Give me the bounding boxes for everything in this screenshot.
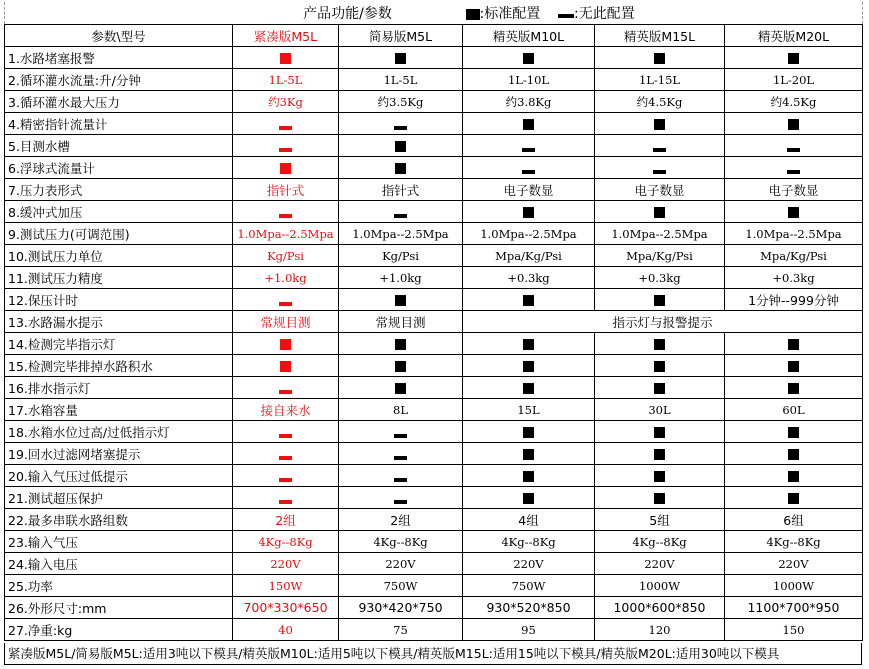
- standard-square-icon: [233, 355, 339, 377]
- standard-square-icon: [339, 157, 463, 179]
- table-cell: 约3.5Kg: [339, 91, 463, 113]
- table-row: [5, 69, 863, 91]
- standard-square-icon: [466, 9, 480, 20]
- table-cell: 220V: [339, 553, 463, 575]
- none-mark: [279, 302, 292, 306]
- row-label: 8.缓冲式加压: [5, 201, 233, 223]
- standard-mark: [788, 339, 799, 350]
- row-label: 4.精密指针流量计: [5, 113, 233, 135]
- table-cell: 120: [595, 619, 725, 641]
- table-row: [5, 157, 863, 179]
- footer-note: [4, 643, 862, 665]
- none-dash-icon: [233, 201, 339, 223]
- table-cell: 1.0Mpa--2.5Mpa: [725, 223, 863, 245]
- standard-mark: [788, 53, 799, 64]
- standard-square-icon: [725, 443, 863, 465]
- standard-square-icon: [339, 377, 463, 399]
- table-row: [5, 531, 863, 553]
- standard-square-icon: [463, 47, 595, 69]
- standard-square-icon: [725, 113, 863, 135]
- row-label: 15.检测完毕排掉水路积水: [5, 355, 233, 377]
- standard-mark: [788, 493, 799, 504]
- table-cell: 930*520*850: [463, 597, 595, 619]
- row-label: 11.测试压力精度: [5, 267, 233, 289]
- table-row: [5, 91, 863, 113]
- none-dash-icon: [339, 201, 463, 223]
- header-model: 精英版M10L: [463, 25, 595, 47]
- row-label: 16.排水指示灯: [5, 377, 233, 399]
- standard-square-icon: [463, 113, 595, 135]
- standard-mark: [654, 295, 665, 306]
- row-label: 13.水路漏水提示: [5, 311, 233, 333]
- table-cell: 2组: [339, 509, 463, 531]
- standard-mark: [523, 295, 534, 306]
- standard-mark: [788, 207, 799, 218]
- none-mark: [394, 500, 407, 504]
- standard-mark: [788, 427, 799, 438]
- standard-square-icon: [595, 113, 725, 135]
- none-dash-icon: [339, 443, 463, 465]
- table-cell: 约3Kg: [233, 91, 339, 113]
- standard-square-icon: [463, 487, 595, 509]
- header-label: 参数\型号: [5, 25, 233, 47]
- table-cell: 60L: [725, 399, 863, 421]
- table-row: [5, 333, 863, 355]
- none-mark: [653, 170, 666, 174]
- table-cell: 1L-15L: [595, 69, 725, 91]
- table-cell: 4Kg--8Kg: [595, 531, 725, 553]
- row-label: 23.输入气压: [5, 531, 233, 553]
- standard-square-icon: [725, 377, 863, 399]
- standard-square-icon: [339, 355, 463, 377]
- row-label: 12.保压计时: [5, 289, 233, 311]
- none-dash-icon: [339, 487, 463, 509]
- table-cell: 电子数显: [725, 179, 863, 201]
- row-label: 20.输入气压过低提示: [5, 465, 233, 487]
- none-dash-icon: [725, 135, 863, 157]
- table-cell: 1.0Mpa--2.5Mpa: [339, 223, 463, 245]
- standard-mark: [523, 53, 534, 64]
- none-mark: [279, 500, 292, 504]
- table-cell: Mpa/Kg/Psi: [725, 245, 863, 267]
- standard-mark: [654, 53, 665, 64]
- standard-square-icon: [595, 377, 725, 399]
- row-label: 1.水路堵塞报警: [5, 47, 233, 69]
- table-cell: 40: [233, 619, 339, 641]
- title-row: [5, 2, 863, 25]
- none-dash-icon: [233, 443, 339, 465]
- none-dash-icon: [339, 113, 463, 135]
- table-row: [5, 267, 863, 289]
- none-mark: [279, 478, 292, 482]
- standard-mark: [280, 53, 291, 64]
- none-mark: [279, 214, 292, 218]
- table-cell: 1分钟--999分钟: [725, 289, 863, 311]
- row-label: 26.外形尺寸:mm: [5, 597, 233, 619]
- none-dash-icon: [725, 157, 863, 179]
- header-model: 紧凑版M5L: [233, 25, 339, 47]
- table-cell: 1.0Mpa--2.5Mpa: [595, 223, 725, 245]
- table-cell: 电子数显: [595, 179, 725, 201]
- table-cell: 15L: [463, 399, 595, 421]
- table-cell: 1L-5L: [339, 69, 463, 91]
- none-dash-icon: [595, 135, 725, 157]
- standard-square-icon: [725, 421, 863, 443]
- standard-mark: [523, 427, 534, 438]
- table-cell: 接自来水: [233, 399, 339, 421]
- table-cell: 220V: [233, 553, 339, 575]
- none-mark: [522, 170, 535, 174]
- table-row: [5, 47, 863, 69]
- row-label: 25.功率: [5, 575, 233, 597]
- table-cell: 750W: [339, 575, 463, 597]
- standard-square-icon: [725, 47, 863, 69]
- none-dash-icon: [233, 465, 339, 487]
- row-label: 14.检测完毕指示灯: [5, 333, 233, 355]
- table-cell: 700*330*650: [233, 597, 339, 619]
- standard-square-icon: [233, 47, 339, 69]
- table-cell: 1100*700*950: [725, 597, 863, 619]
- spec-table: [4, 2, 863, 641]
- standard-square-icon: [463, 289, 595, 311]
- standard-square-icon: [725, 465, 863, 487]
- standard-square-icon: [339, 47, 463, 69]
- table-cell: 4组: [463, 509, 595, 531]
- standard-square-icon: [595, 421, 725, 443]
- table-row: [5, 135, 863, 157]
- table-row: [5, 465, 863, 487]
- legend: :标准配置 :无此配置: [463, 2, 725, 25]
- table-row: [5, 619, 863, 641]
- row-label: 17.水箱容量: [5, 399, 233, 421]
- standard-mark: [395, 53, 406, 64]
- legend-none: 无此配置: [578, 6, 635, 22]
- row-label: 2.循环灌水流量:升/分钟: [5, 69, 233, 91]
- row-label: 24.输入电压: [5, 553, 233, 575]
- standard-square-icon: [339, 135, 463, 157]
- standard-square-icon: [725, 487, 863, 509]
- table-cell: 750W: [463, 575, 595, 597]
- row-label: 10.测试压力单位: [5, 245, 233, 267]
- table-cell: 1L-5L: [233, 69, 339, 91]
- table-cell: 1000W: [725, 575, 863, 597]
- standard-mark: [523, 449, 534, 460]
- standard-mark: [523, 207, 534, 218]
- none-mark: [653, 148, 666, 152]
- table-cell: 1000*600*850: [595, 597, 725, 619]
- standard-square-icon: [725, 355, 863, 377]
- standard-square-icon: [339, 289, 463, 311]
- table-cell: 5组: [595, 509, 725, 531]
- table-cell: 约3.8Kg: [463, 91, 595, 113]
- table-row: [5, 553, 863, 575]
- table-cell: 1L-10L: [463, 69, 595, 91]
- standard-square-icon: [233, 333, 339, 355]
- standard-mark: [523, 471, 534, 482]
- none-mark: [279, 434, 292, 438]
- standard-mark: [395, 339, 406, 350]
- none-mark: [394, 434, 407, 438]
- standard-mark: [654, 383, 665, 394]
- table-cell: Mpa/Kg/Psi: [595, 245, 725, 267]
- none-dash-icon: [233, 289, 339, 311]
- standard-square-icon: [725, 333, 863, 355]
- table-row: [5, 113, 863, 135]
- standard-mark: [788, 119, 799, 130]
- standard-mark: [395, 383, 406, 394]
- standard-mark: [654, 427, 665, 438]
- standard-mark: [788, 361, 799, 372]
- table-row: [5, 201, 863, 223]
- header-row: [5, 25, 863, 47]
- none-mark: [279, 390, 292, 394]
- row-label: 9.测试压力(可调范围): [5, 223, 233, 245]
- table-row: [5, 355, 863, 377]
- none-dash-icon: [463, 157, 595, 179]
- standard-mark: [395, 361, 406, 372]
- none-dash-icon: [558, 14, 574, 18]
- standard-mark: [395, 163, 406, 174]
- table-cell: 约4.5Kg: [725, 91, 863, 113]
- none-dash-icon: [233, 377, 339, 399]
- table-cell: 1L-20L: [725, 69, 863, 91]
- standard-mark: [280, 361, 291, 372]
- standard-mark: [523, 119, 534, 130]
- none-mark: [279, 456, 292, 460]
- standard-square-icon: [463, 465, 595, 487]
- none-dash-icon: [595, 157, 725, 179]
- standard-mark: [654, 361, 665, 372]
- none-dash-icon: [233, 113, 339, 135]
- standard-mark: [280, 339, 291, 350]
- table-row: [5, 421, 863, 443]
- standard-square-icon: [595, 443, 725, 465]
- table-cell: 1.0Mpa--2.5Mpa: [233, 223, 339, 245]
- row-label: 7.压力表形式: [5, 179, 233, 201]
- table-cell: 220V: [595, 553, 725, 575]
- table-row: [5, 487, 863, 509]
- table-cell: +0.3kg: [595, 267, 725, 289]
- none-mark: [394, 214, 407, 218]
- standard-mark: [654, 493, 665, 504]
- standard-mark: [654, 207, 665, 218]
- standard-square-icon: [595, 355, 725, 377]
- table-row: [5, 223, 863, 245]
- standard-mark: [788, 383, 799, 394]
- table-cell: 1.0Mpa--2.5Mpa: [463, 223, 595, 245]
- table-cell: 95: [463, 619, 595, 641]
- row-label: 6.浮球式流量计: [5, 157, 233, 179]
- table-title: 产品功能/参数: [233, 2, 463, 25]
- none-mark: [394, 478, 407, 482]
- standard-mark: [654, 449, 665, 460]
- standard-mark: [523, 493, 534, 504]
- standard-square-icon: [595, 465, 725, 487]
- header-model: 精英版M20L: [725, 25, 863, 47]
- none-mark: [522, 148, 535, 152]
- table-cell: 指针式: [339, 179, 463, 201]
- standard-square-icon: [463, 355, 595, 377]
- standard-mark: [395, 295, 406, 306]
- standard-mark: [654, 339, 665, 350]
- table-cell: 指针式: [233, 179, 339, 201]
- table-row: [5, 245, 863, 267]
- legend-standard: 标准配置: [484, 6, 541, 22]
- standard-mark: [788, 471, 799, 482]
- table-row: [5, 377, 863, 399]
- table-cell: 指示灯与报警提示: [463, 311, 863, 333]
- table-cell: 75: [339, 619, 463, 641]
- table-cell: 4Kg--8Kg: [463, 531, 595, 553]
- none-mark: [279, 148, 292, 152]
- standard-square-icon: [595, 333, 725, 355]
- table-row: [5, 575, 863, 597]
- standard-square-icon: [725, 201, 863, 223]
- row-label: 27.净重:kg: [5, 619, 233, 641]
- row-label: 19.回水过滤网堵塞提示: [5, 443, 233, 465]
- table-row: [5, 509, 863, 531]
- none-dash-icon: [233, 135, 339, 157]
- table-row: [5, 311, 863, 333]
- standard-square-icon: [595, 47, 725, 69]
- standard-square-icon: [463, 421, 595, 443]
- table-cell: +0.3kg: [463, 267, 595, 289]
- table-cell: 8L: [339, 399, 463, 421]
- row-label: 3.循环灌水最大压力: [5, 91, 233, 113]
- table-cell: +0.3kg: [725, 267, 863, 289]
- none-dash-icon: [463, 135, 595, 157]
- standard-mark: [654, 119, 665, 130]
- table-row: [5, 597, 863, 619]
- table-cell: 4Kg--8Kg: [233, 531, 339, 553]
- standard-mark: [280, 163, 291, 174]
- header-model: 精英版M15L: [595, 25, 725, 47]
- standard-mark: [523, 383, 534, 394]
- table-cell: +1.0kg: [339, 267, 463, 289]
- table-cell: 150W: [233, 575, 339, 597]
- none-dash-icon: [233, 421, 339, 443]
- standard-mark: [395, 141, 406, 152]
- table-cell: 1000W: [595, 575, 725, 597]
- none-mark: [394, 126, 407, 130]
- header-model: 简易版M5L: [339, 25, 463, 47]
- table-cell: Kg/Psi: [233, 245, 339, 267]
- standard-square-icon: [463, 443, 595, 465]
- footer-text: 紧凑版M5L/简易版M5L:适用3吨以下模具/精英版M10L:适用5吨以下模具/精英版M15L:适用15吨以下模具/精英版M20L:适用30吨以下模具: [8, 646, 780, 661]
- row-label: 21.测试超压保护: [5, 487, 233, 509]
- table-cell: +1.0kg: [233, 267, 339, 289]
- standard-square-icon: [463, 333, 595, 355]
- none-mark: [394, 456, 407, 460]
- row-label: 5.目测水槽: [5, 135, 233, 157]
- standard-square-icon: [339, 333, 463, 355]
- none-mark: [787, 170, 800, 174]
- none-dash-icon: [339, 421, 463, 443]
- table-cell: 常规目测: [233, 311, 339, 333]
- standard-mark: [523, 339, 534, 350]
- none-dash-icon: [233, 487, 339, 509]
- table-cell: 约4.5Kg: [595, 91, 725, 113]
- table-cell: 150: [725, 619, 863, 641]
- table-cell: 4Kg--8Kg: [725, 531, 863, 553]
- table-cell: 6组: [725, 509, 863, 531]
- table-row: [5, 179, 863, 201]
- row-label: 18.水箱水位过高/过低指示灯: [5, 421, 233, 443]
- standard-square-icon: [463, 377, 595, 399]
- none-dash-icon: [339, 465, 463, 487]
- none-mark: [279, 126, 292, 130]
- table-row: [5, 289, 863, 311]
- none-mark: [787, 148, 800, 152]
- table-cell: 4Kg--8Kg: [339, 531, 463, 553]
- table-row: [5, 443, 863, 465]
- table-cell: 930*420*750: [339, 597, 463, 619]
- standard-square-icon: [463, 201, 595, 223]
- table-cell: Mpa/Kg/Psi: [463, 245, 595, 267]
- standard-mark: [654, 471, 665, 482]
- standard-mark: [523, 361, 534, 372]
- table-cell: 电子数显: [463, 179, 595, 201]
- standard-square-icon: [595, 201, 725, 223]
- table-cell: 220V: [463, 553, 595, 575]
- standard-square-icon: [595, 289, 725, 311]
- table-cell: Kg/Psi: [339, 245, 463, 267]
- standard-square-icon: [595, 487, 725, 509]
- table-cell: 220V: [725, 553, 863, 575]
- row-label: 22.最多串联水路组数: [5, 509, 233, 531]
- standard-square-icon: [233, 157, 339, 179]
- table-cell: 2组: [233, 509, 339, 531]
- table-row: [5, 399, 863, 421]
- standard-mark: [788, 449, 799, 460]
- table-cell: 30L: [595, 399, 725, 421]
- table-cell: 常规目测: [339, 311, 463, 333]
